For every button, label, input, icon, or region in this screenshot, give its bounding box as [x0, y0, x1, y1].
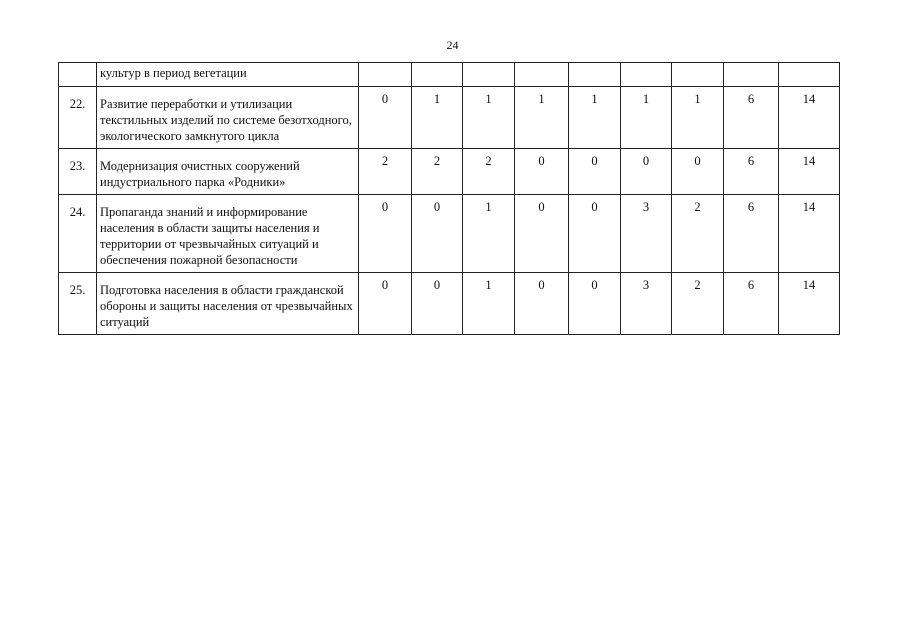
- table-row: [59, 87, 840, 149]
- row-value-5: 0: [569, 195, 621, 273]
- row-value-8: 6: [724, 149, 779, 195]
- table-row: [59, 149, 840, 195]
- table-row-continuation: [59, 63, 840, 87]
- row-value-4: 1: [515, 87, 569, 149]
- row-value-4: 0: [515, 273, 569, 335]
- row-value-5: 0: [569, 273, 621, 335]
- row-value-7: [672, 63, 724, 87]
- row-value-5: [569, 63, 621, 87]
- row-value-1: 0: [359, 87, 412, 149]
- row-value-2: 0: [412, 273, 463, 335]
- table-row: [59, 273, 840, 335]
- row-value-4: [515, 63, 569, 87]
- row-value-9: 14: [779, 87, 840, 149]
- row-number: [59, 63, 97, 87]
- row-value-8: [724, 63, 779, 87]
- row-value-8: 6: [724, 87, 779, 149]
- row-value-7: 1: [672, 87, 724, 149]
- row-name: Развитие переработки и утилизации текстильных изделий по системе безотходного, экологического замкнутого цикла: [97, 87, 359, 149]
- row-name: Пропаганда знаний и информирование населения в области защиты населения и территории от чрезвычайных ситуаций и обеспечения пожарной безопасности: [97, 195, 359, 273]
- row-value-1: 0: [359, 195, 412, 273]
- row-value-5: 1: [569, 87, 621, 149]
- row-value-6: 0: [621, 149, 672, 195]
- row-value-4: 0: [515, 195, 569, 273]
- row-number: 22.: [59, 87, 97, 149]
- row-value-6: [621, 63, 672, 87]
- page-number: 24: [446, 38, 459, 52]
- row-value-6: 1: [621, 87, 672, 149]
- table-body: [59, 63, 840, 335]
- row-value-3: [463, 63, 515, 87]
- row-value-4: 0: [515, 149, 569, 195]
- row-value-6: 3: [621, 273, 672, 335]
- row-value-3: 1: [463, 87, 515, 149]
- table-row: [59, 195, 840, 273]
- row-value-6: 3: [621, 195, 672, 273]
- row-number: 23.: [59, 149, 97, 195]
- row-number: 24.: [59, 195, 97, 273]
- row-value-7: 2: [672, 195, 724, 273]
- row-value-9: 14: [779, 149, 840, 195]
- row-number: 25.: [59, 273, 97, 335]
- row-value-5: 0: [569, 149, 621, 195]
- row-value-8: 6: [724, 195, 779, 273]
- row-name: Подготовка населения в области гражданской обороны и защиты населения от чрезвычайных ситуаций: [97, 273, 359, 335]
- row-value-1: [359, 63, 412, 87]
- row-value-3: 1: [463, 273, 515, 335]
- row-value-8: 6: [724, 273, 779, 335]
- row-value-9: [779, 63, 840, 87]
- row-value-7: 2: [672, 273, 724, 335]
- row-value-9: 14: [779, 273, 840, 335]
- row-name: культур в период вегетации: [97, 63, 359, 87]
- row-value-2: 2: [412, 149, 463, 195]
- row-value-9: 14: [779, 195, 840, 273]
- row-value-3: 1: [463, 195, 515, 273]
- row-name: Модернизация очистных сооружений индустриального парка «Родники»: [97, 149, 359, 195]
- row-value-3: 2: [463, 149, 515, 195]
- row-value-1: 2: [359, 149, 412, 195]
- row-value-2: 1: [412, 87, 463, 149]
- indicators-table: [58, 62, 840, 335]
- row-value-2: 0: [412, 195, 463, 273]
- row-value-7: 0: [672, 149, 724, 195]
- row-value-2: [412, 63, 463, 87]
- row-value-1: 0: [359, 273, 412, 335]
